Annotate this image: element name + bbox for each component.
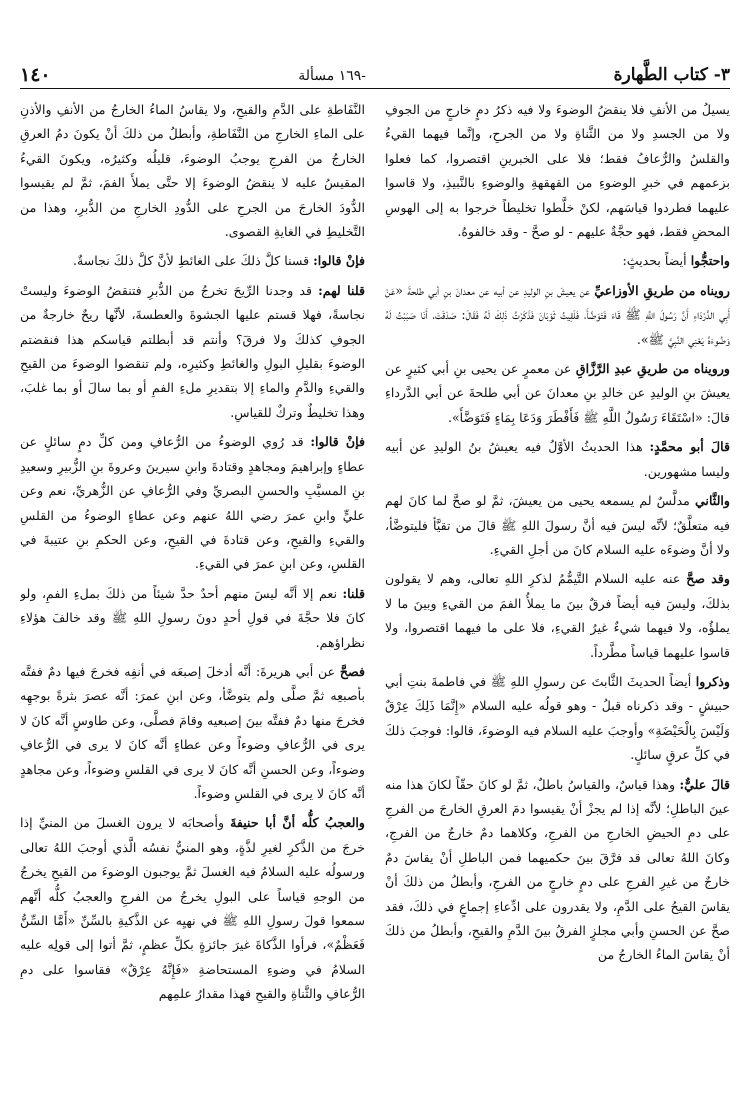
paragraph bbox=[385, 357, 730, 430]
paragraph-lead: قالَ عليٌّ: bbox=[679, 776, 730, 792]
paragraph-lead: والثَّاني bbox=[694, 493, 730, 509]
book-title: ٣- كتاب الطَّهارة bbox=[613, 65, 730, 85]
paragraph-text: وهذا قياسٌ، والقياسُ باطلٌ، ثمَّ لو كانَ حقّاً لكانَ هذا منه عينَ الباطلِ؛ لأنَّه إذا لم يجزْ أنْ يقيسوا دمَ العرقِ الخارجَ من الفرجِ على دمِ الحيضِ الخارجِ من الفرجِ، وكلاهما دمٌ خارجٌ من الفرجِ، وكانَ اللهُ تعالى قد فرَّقَ بينَ حكميهما فمن الباطلِ أنْ يقاسَ دمٌ خارجٌ من غيرِ الفرجِ على دمٍ خارجٍ من الفرجِ، وأبطلُ من ذلكَ أنْ يقاسَ القيحُ على الدَّمِ، ولا يقدرون على ادِّعاءِ إجماعٍ في ذلكَ، فقد صحَّ عن الحسنِ وأبي مجلزٍ الفرقُ بينَ الدَّمِ والقيحِ، وأبطلُ من ذلكَ أنْ يقاسَ الماءُ الخارجُ من bbox=[385, 776, 730, 963]
paragraph-lead: ورويناه من طريقِ عبدِ الرَّزَّاقِ bbox=[575, 361, 730, 377]
paragraph bbox=[20, 279, 365, 425]
paragraph-lead: رويناه من طريقِ الأوزاعيِّ bbox=[594, 282, 730, 298]
paragraph bbox=[385, 249, 730, 273]
paragraph bbox=[385, 670, 730, 768]
issue-number: -١٦٩ مسألة bbox=[298, 68, 366, 84]
paragraph-text: وأصحابَه لا يرون الغسلَ من المنيِّ إذا خرجَ من الذَّكرِ لغيرِ لذَّةٍ، وهو المنيُّ نفسُه الَّذي أوجبَ اللهُ تعالى ورسولُه عليه السلامُ فيه الغسلَ ثمَّ يوجبون الوضوءَ من القيحِ يخرجُ من الوجهِ قياساً على البولِ يخرجُ من الفرجِ والعجبُ كلُّه أنَّهم سمعوا قولَ رسولِ اللهِ ﷺ في نهيِه عن الذَّكيةِ بالسِّنِّ «أَمَّا السِّنُّ فَعَظْمٌ»، فرأوا الذَّكاةَ غيرَ جائزةٍ بكلِّ عظمٍ، ثمَّ أتوا إلى قولِه عليه السلامُ في وضوءِ المستحاضةِ «فَإِنَّهُ عِرْقٌ» فقاسوا على دمِ الرُّعافِ والثَّناةِ والقيحِ فهذا مقدارُ علمِهم bbox=[20, 815, 365, 1002]
paragraph-lead: فإنْ قالوا: bbox=[310, 434, 365, 450]
paragraph-lead: فصحَّ bbox=[339, 663, 365, 679]
paragraph-text: عن أبي هريرةَ: أنَّه أدخلَ إصبعَه في أنفِه فخرجَ فيها دمٌ ففتَّه بأصبعِه ثمَّ صلَّى ولم يتوضَّأ، وعن ابنِ عمرَ: أنَّه عصرَ بثرةً بوجهِه فخرجَ منها دمٌ ففتَّه بينَ إصبعيه وقامَ فصلَّى، وعن طاوسٍ أنَّه كانَ لا يرى في الرُّعافِ وضوءاً وعن عطاءٍ أنَّه كانَ لا يرى في الرُّعافِ وضوءاً، وعن الحسنِ أنَّه كانَ لا يرى في القلسِ وضوءاً، وعن مجاهدٍ أنَّه كانَ لا يرى في القلسِ وضوءاً. bbox=[20, 663, 365, 801]
paragraph-text: نعم إلا أنَّه ليسَ منهم أحدٌ حدَّ شيئاً من ذلكَ بملءِ الفمِ، ولو كانَ فلا حجَّةَ في قولِ أحدٍ دونَ رسولِ اللهِ ﷺ وقد خالفَ هؤلاءِ نظراؤهم. bbox=[20, 585, 365, 650]
paragraph-text: هذا الحديثُ الأوَّلُ فيه يعيشُ بنُ الوليدِ عن أبيه وليسا مشهورين. bbox=[385, 439, 730, 479]
right-column bbox=[385, 98, 730, 1092]
paragraph-text: يسيلُ من الأنفِ فلا ينقضُ الوضوءَ ولا فيه ذكرُ دمٍ خارجٍ من الجوفِ ولا من الجسدِ ولا من الثَّناةِ ولا من الجرحِ، وإنَّما فيهما القيءُ والقلسُ والرُّعافُ فقط؛ فلا على الخبرينِ اقتصروا، كما فعلوا بزعمهم في خبرِ الوضوءِ من القهقهةِ والوضوءِ بالنَّبيذِ، ولا قاسوا عليهما فطردوا قياسَهم، لكنْ خلَّطوا تخليطاً خرجوا به إلى الهوسِ المحضِ فقط، فهو حجَّةٌ عليهم - لو صحَّ - وقد خالفوهُ. bbox=[385, 102, 730, 240]
paragraph bbox=[385, 98, 730, 244]
paragraph-lead: وقد صحَّ bbox=[686, 571, 730, 587]
paragraph-text: مدلَّسٌ لم يسمعه يحيى من يعيشَ، ثمَّ لو صحَّ لما كانَ لهم فيه متعلَّقٌ؛ لأنَّه ليسَ فيه أنَّ رسولَ اللهِ ﷺ قالَ من تقيَّأ فليتوضَّأ، ولا أنَّ وضوءَه عليه السلام كانَ من أجلِ القيءِ. bbox=[385, 493, 730, 557]
paragraph-lead: وذكروا bbox=[695, 673, 730, 689]
paragraph bbox=[20, 249, 365, 273]
paragraph-text: عنه عليه السلام التَّيمُّمُ لذكرِ اللهِ تعالى، وهم لا يقولون بذلكَ، وليسَ فيه أيضاً فرقٌ بينَ ما يملأُ الفمَ من القيءِ وبينَ ما لا يملؤُه، ولا فيهما شيءٌ غيرُ القيءِ، فلا على ما فيهما اقتصروا، ولا قاسوا عليهما قياساً مطَّرداً. bbox=[385, 571, 730, 660]
paragraph-text: عن معمرٍ عن يحيى بنِ أبي كثيرٍ عن يعيشَ بنِ الوليدِ عن خالدِ بنِ معدانَ عن أبي طلحةَ عن أبي الدَّرداءِ قالَ: «اسْتَقَاءَ رَسُولُ اللَّهِ ﷺ فَأَفْطَرَ وَدَعَا بِمَاءٍ فَتَوَضَّأَ». bbox=[385, 361, 730, 425]
paragraph bbox=[385, 773, 730, 968]
page-header bbox=[20, 56, 730, 89]
text-columns bbox=[20, 98, 730, 1092]
paragraph-lead: قلنا: bbox=[342, 585, 365, 601]
paragraph bbox=[20, 582, 365, 655]
paragraph bbox=[20, 98, 365, 244]
paragraph-text: أيضاً بحديثٍ: bbox=[622, 253, 691, 269]
paragraph-lead: فإنْ قالوا: bbox=[313, 253, 365, 269]
left-column bbox=[20, 98, 365, 1092]
paragraph bbox=[20, 660, 365, 806]
paragraph bbox=[20, 811, 365, 1006]
paragraph-lead: واحتجُّوا bbox=[690, 253, 730, 269]
paragraph bbox=[385, 279, 730, 352]
paragraph bbox=[385, 567, 730, 665]
paragraph-lead: قالَ أبو محمَّدٍ: bbox=[649, 439, 730, 455]
paragraph-lead: قلنا لهم: bbox=[318, 282, 365, 298]
paragraph-text: أيضاً الحديثَ الثَّابتَ عن رسولِ اللهِ ﷺ في فاطمةَ بنتِ أبي حبيشٍ - وقد ذكرناه قبلُ - وهو قولُه عليه السلام «إِنَّمَا ذَلِكَ عِرْقٌ وَلَيْسَ بِالْحَيْضَةِ» وأوجبَ عليه السلام فيه الوضوءَ، قالوا: فوجبَ ذلكَ في كلِّ عرقٍ سائلٍ. bbox=[385, 673, 730, 763]
paragraph-text: عن يعيشَ بنِ الوليدِ عن أبيه عن معدانَ بنِ أبي طلحةَ «عَنْ أَبِي الدَّرْدَاءِ أَنَّ رَسُولَ اللَّهِ ﷺ قَاءَ فَتَوَضَّأَ، فَلَقِيتُ ثَوْبَانَ فَذَكَرْتُ ذَلِكَ لَهُ فَقَالَ: صَدَقَتَ، أَنَا صَبَبْتُ لَهُ وَضُوءَهُ يَعْنِي النَّبِيَّ ﷺ». bbox=[385, 282, 730, 347]
paragraph-text: قد وجدنا الرِّيحَ تخرجُ من الدُّبرِ فتنقضُ الوضوءَ وليستْ نجاسةً، فهلا قستم عليها الجشوةَ والعطسةَ، لأنَّها ريحٌ خارجةٌ من الجوفِ كذلكَ ولا فرقَ؟ وأنتم قد أبطلتم قياسكم هذا فنقضتم الوضوءَ بقليلِ البولِ والغائطِ وكثيرِه، ولم تنقضوا الوضوءَ من القيحِ والقيءِ والدَّمِ والماءِ إلا بتقديرِ ملءِ الفمِ أو بما سالَ أو بما غلبَ، وهذا تخليطٌ وتركٌ للقياسِ. bbox=[20, 282, 365, 420]
page-number: ١٤٠ bbox=[20, 64, 51, 86]
paragraph-text: قد رُوي الوضوءُ من الرُّعافِ ومن كلِّ دمٍ سائلٍ عن عطاءٍ وإبراهيمَ ومجاهدٍ وقتادةَ وابنِ سيرينَ وعروةَ بنِ الزُّبيرِ وسعيدِ بنِ المسيَّبِ والحسنِ البصريِّ وفي الرُّعافِ عن الزُّهريِّ، نعم وعن عليٍّ وابنِ عمرَ رضي اللهُ عنهم وعن عطاءٍ الوضوءُ من القلسِ والقيءِ والقيحِ، وعن قتادةَ في القيحِ، وعن الحكمِ بنِ عتيبةَ في القلسِ، وعن ابنِ عمرَ في القيءِ. bbox=[20, 434, 365, 572]
paragraph-text: قسنا كلَّ ذلكَ على الغائطِ لأنَّ كلَّ ذلكَ نجاسةٌ. bbox=[72, 253, 314, 269]
paragraph bbox=[385, 435, 730, 484]
paragraph bbox=[20, 430, 365, 576]
paragraph-lead: والعجبُ كلُّه أنَّ أبا حنيفةَ bbox=[230, 815, 365, 831]
paragraph bbox=[385, 489, 730, 562]
paragraph-text: النَّفَاطةِ على الدَّمِ والقيحِ، ولا يقاسُ الماءُ الخارجُ من الأنفِ والأذنِ على الماءِ الخارجِ من النَّفَاطةِ، وأبطلُ من ذلكَ أنْ يكونَ دمُ العرقِ الخارجُ من الفرجِ يوجبُ الوضوءَ، قليلُه وكثيرُه، ويكونَ القيءُ المقيسُ عليه لا ينقضُ الوضوءَ إلا حتَّى يملأَ الفمَ، ثمَّ لم يقيسوا الدُّودَ الخارجَ من الجرحِ على الدُّودِ الخارجِ من الدُّبرِ، وهذا من التَّخليطِ في الغايةِ القصوى. bbox=[20, 102, 365, 240]
